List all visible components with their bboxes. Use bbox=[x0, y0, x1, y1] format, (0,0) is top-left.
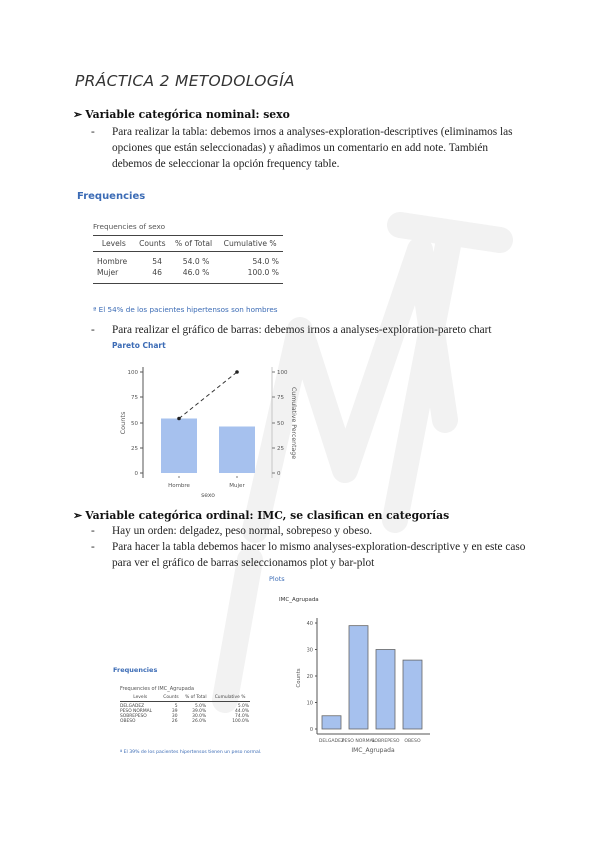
imc-bar-plot bbox=[290, 612, 440, 762]
bar-mujer bbox=[219, 427, 255, 474]
bar-delgadez bbox=[322, 716, 341, 729]
table-note: ª El 54% de los pacientes hipertensos son hombres bbox=[93, 305, 278, 314]
cell-cumulative: 100.0 % bbox=[217, 267, 283, 284]
svg-text:25: 25 bbox=[131, 446, 138, 452]
frequencies-title: Frequencies bbox=[77, 191, 146, 202]
table-row bbox=[93, 267, 283, 284]
pareto-chart bbox=[100, 355, 310, 505]
cell-pct: 39.0% bbox=[192, 709, 207, 714]
cell-count: 54 bbox=[152, 257, 162, 266]
arrow-bullet-icon: ➢ bbox=[73, 509, 83, 522]
cell-level: Mujer bbox=[93, 267, 135, 284]
table-caption-imc: Frequencies of IMC_Agrupada bbox=[120, 686, 195, 692]
cell-count: 26 bbox=[171, 719, 178, 724]
dash-marker: - bbox=[91, 525, 95, 537]
svg-text:Mujer: Mujer bbox=[229, 483, 245, 489]
plot-subtitle: IMC_Agrupada bbox=[279, 597, 319, 603]
bar-sobrepeso bbox=[376, 650, 395, 730]
cell-cumulative: 44.0% bbox=[235, 709, 249, 714]
svg-text:20: 20 bbox=[306, 674, 313, 680]
table-header-row bbox=[120, 694, 250, 702]
cell-count: 39 bbox=[171, 709, 178, 714]
svg-text:75: 75 bbox=[277, 395, 284, 401]
heading-text: Variable categórica nominal: sexo bbox=[85, 108, 290, 121]
bar-obeso bbox=[403, 660, 422, 729]
svg-text:sexo: sexo bbox=[201, 492, 215, 499]
col-counts: Counts bbox=[135, 236, 170, 252]
cell-pct: 46.0 % bbox=[170, 267, 217, 284]
heading-text: Variable categórica ordinal: IMC, se clasifican en categorías bbox=[85, 509, 450, 522]
table-note-imc: ª El 39% de los pacientes hipertensos tienen un peso normal. bbox=[120, 750, 262, 755]
bullet-text: Hay un orden: delgadez, peso normal, sobrepeso y obeso. bbox=[112, 525, 373, 537]
svg-text:IMC_Agrupada: IMC_Agrupada bbox=[351, 747, 395, 754]
col-counts: Counts bbox=[160, 694, 181, 702]
table-row bbox=[120, 702, 250, 710]
svg-text:50: 50 bbox=[277, 421, 284, 427]
bullet-text: Para hacer la tabla debemos hacer lo mismo analyses-exploration-descriptive y en este caso para ver el gráfico de barras seleccionamos plot y bar-plot bbox=[112, 541, 526, 569]
arrow-bullet-icon: ➢ bbox=[73, 108, 83, 121]
section-heading-ordinal bbox=[73, 509, 449, 522]
bullet-barplot-instructions bbox=[91, 539, 531, 571]
frequencies-table-sexo bbox=[93, 235, 283, 284]
col-pct-total: % of Total bbox=[170, 236, 217, 252]
col-cumulative: Cumulative % bbox=[210, 694, 250, 702]
table-row bbox=[93, 252, 283, 268]
svg-text:SOBREPESO: SOBREPESO bbox=[371, 739, 400, 744]
document-title: PRÁCTICA 2 METODOLOGÍA bbox=[75, 72, 295, 90]
col-levels: Levels bbox=[93, 236, 135, 252]
svg-text:Hombre: Hombre bbox=[168, 483, 190, 489]
cell-level: OBESO bbox=[120, 719, 136, 724]
bullet-text: Para realizar la tabla: debemos irnos a analyses-exploration-descriptives (eliminamos las opciones que están seleccionadas) y añadimos un comentario en add note. También debemos de seleccionar la opción frequency table. bbox=[112, 126, 513, 170]
cell-level: SOBREPESO bbox=[120, 714, 147, 719]
col-levels: Levels bbox=[120, 694, 160, 702]
cell-pct: 5.0% bbox=[194, 704, 207, 709]
svg-text:Counts: Counts bbox=[296, 668, 302, 688]
frequencies-title-imc: Frequencies bbox=[113, 666, 158, 674]
svg-text:0: 0 bbox=[277, 471, 281, 477]
cell-count: 30 bbox=[171, 714, 178, 719]
section-heading-nominal bbox=[73, 108, 290, 121]
svg-text:100: 100 bbox=[277, 370, 288, 376]
svg-text:10: 10 bbox=[306, 700, 313, 707]
cell-cumulative: 100.0% bbox=[232, 719, 249, 724]
svg-text:100: 100 bbox=[127, 370, 138, 376]
svg-text:40: 40 bbox=[306, 621, 313, 627]
table-caption: Frequencies of sexo bbox=[93, 222, 166, 231]
dash-marker: - bbox=[91, 126, 95, 138]
cell-level: PESO NORMAL bbox=[120, 709, 153, 714]
svg-text:0: 0 bbox=[134, 471, 138, 477]
bullet-pareto-instructions bbox=[91, 322, 551, 338]
svg-text:0: 0 bbox=[309, 727, 313, 733]
bar-hombre bbox=[161, 419, 197, 474]
table-header-row bbox=[93, 236, 283, 252]
cell-pct: 30.0% bbox=[192, 714, 207, 719]
frequencies-table-imc bbox=[120, 694, 250, 726]
plots-title: Plots bbox=[269, 575, 285, 583]
svg-text:PESO NORMAL: PESO NORMAL bbox=[341, 739, 376, 744]
bullet-text: Para realizar el gráfico de barras: debemos irnos a analyses-exploration-pareto chart bbox=[112, 324, 492, 336]
cell-pct: 26.0% bbox=[192, 719, 207, 724]
table-row bbox=[120, 719, 250, 726]
cell-count: 5 bbox=[174, 704, 178, 709]
cell-pct: 54.0 % bbox=[182, 257, 210, 266]
cell-cumulative: 5.0% bbox=[237, 704, 249, 709]
svg-text:Cumulative Percentage: Cumulative Percentage bbox=[290, 386, 297, 460]
col-cumulative: Cumulative % bbox=[217, 236, 283, 252]
cell-cumulative: 74.0% bbox=[235, 714, 249, 719]
pareto-chart-title: Pareto Chart bbox=[112, 341, 166, 350]
svg-text:75: 75 bbox=[131, 395, 138, 401]
cell-cumulative: 54.0 % bbox=[252, 257, 279, 266]
svg-text:30: 30 bbox=[306, 647, 313, 654]
cell-count: 46 bbox=[135, 267, 170, 284]
dash-marker: - bbox=[91, 324, 95, 336]
cell-level: DELGADEZ bbox=[120, 704, 145, 709]
bullet-table-instructions bbox=[91, 124, 531, 172]
svg-text:50: 50 bbox=[131, 421, 138, 427]
svg-text:OBESO: OBESO bbox=[404, 739, 421, 744]
dash-marker: - bbox=[91, 541, 95, 553]
svg-text:25: 25 bbox=[277, 446, 284, 452]
col-pct-total: % of Total bbox=[182, 694, 211, 702]
bullet-order bbox=[91, 523, 531, 539]
svg-text:Counts: Counts bbox=[119, 411, 127, 435]
cell-level: Hombre bbox=[97, 257, 128, 266]
svg-text:DELGADEZ: DELGADEZ bbox=[318, 739, 345, 744]
bar-peso-normal bbox=[349, 626, 368, 729]
